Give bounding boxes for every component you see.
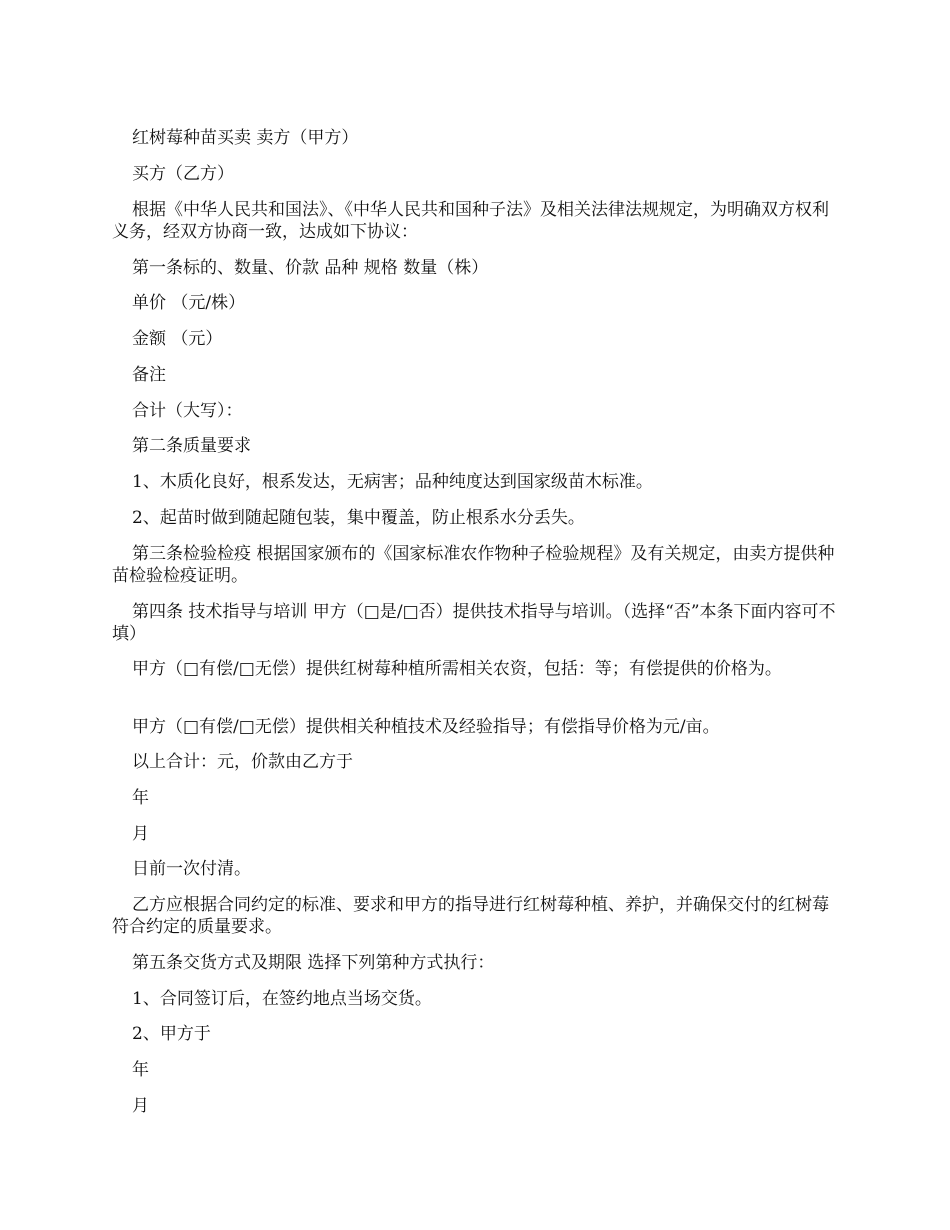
paragraph-total: 合计（大写）： (132, 401, 243, 421)
paragraph-title-seller: 红树莓种苗买卖 卖方（甲方） (132, 128, 359, 148)
paragraph-year-2: 年 (132, 1060, 149, 1080)
paragraph-month: 月 (132, 824, 149, 844)
paragraph-supplies: 甲方（□有偿/□无偿）提供红树莓种植所需相关农资，包括：等；有偿提供的价格为。 (132, 659, 782, 679)
paragraph-month-2: 月 (132, 1096, 149, 1116)
paragraph-article-2: 第二条质量要求 (132, 436, 251, 456)
paragraph-remarks: 备注 (132, 365, 166, 385)
paragraph-buyer-duty: 乙方应根据合同约定的标准、要求和甲方的指导进行红树莓种植、养护，并确保交付的红树莓符合约定的质量要求。 (112, 895, 829, 937)
paragraph-delivery-1: 1、合同签订后，在签约地点当场交货。 (132, 989, 432, 1009)
paragraph-quality-2: 2、起苗时做到随起随包装，集中覆盖，防止根系水分丢失。 (132, 508, 585, 528)
paragraph-article-3: 第三条检验检疫 根据国家颁布的《国家标准农作物种子检验规程》及有关规定，由卖方提供种苗检验检疫证明。 (112, 544, 835, 586)
paragraph-payment: 以上合计：元，价款由乙方于 (132, 752, 353, 772)
paragraph-guidance: 甲方（□有偿/□无偿）提供相关种植技术及经验指导；有偿指导价格为元/亩。 (132, 717, 720, 737)
paragraph-buyer: 买方（乙方） (132, 164, 234, 184)
paragraph-quality-1: 1、木质化良好，根系发达，无病害；品种纯度达到国家级苗木标准。 (132, 472, 653, 492)
paragraph-amount: 金额 （元） (132, 329, 223, 349)
paragraph-day: 日前一次付清。 (132, 859, 251, 879)
paragraph-year: 年 (132, 788, 149, 808)
paragraph-delivery-2: 2、甲方于 (132, 1024, 211, 1044)
paragraph-unit-price: 单价 （元/株） (132, 293, 246, 313)
paragraph-preamble: 根据《中华人民共和国法》、《中华人民共和国种子法》及相关法律法规规定，为明确双方权利义务，经双方协商一致，达成如下协议： (112, 200, 829, 242)
paragraph-article-5: 第五条交货方式及期限 选择下列第种方式执行： (132, 953, 495, 973)
paragraph-article-1: 第一条标的、数量、价款 品种 规格 数量（株） (132, 258, 489, 278)
paragraph-article-4: 第四条 技术指导与培训 甲方（□是/□否）提供技术指导与培训。（选择“否”本条下面内容可不填） (112, 602, 836, 644)
